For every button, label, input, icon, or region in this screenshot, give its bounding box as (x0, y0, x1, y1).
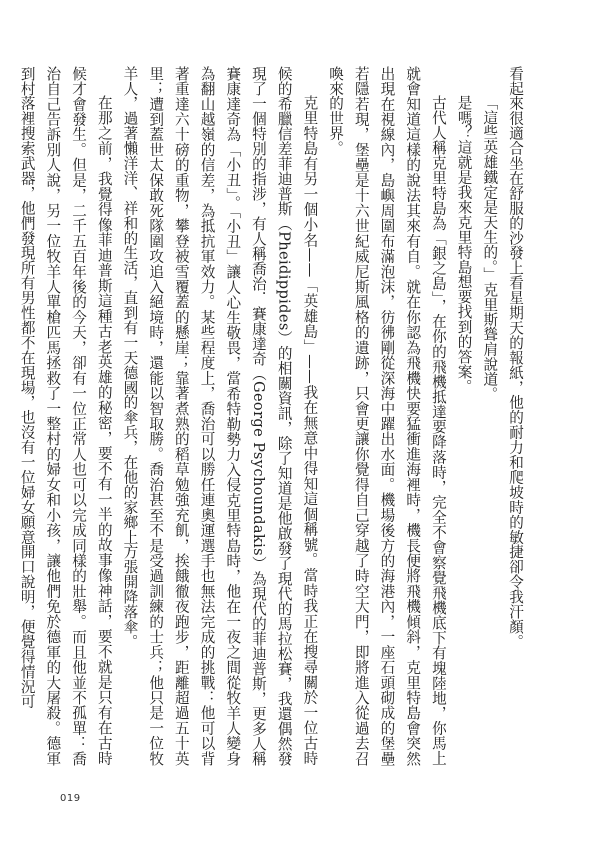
paragraph-4: 古代人稱克里特島為「銀之島」，在你的飛機抵達要降落時，完全不會察覺飛機底下有塊陸地，你馬上就會知道這樣的說法其來有自。就在你認為飛機快要猛衝進海裡時，機長便將飛機傾斜，克里特島會突然出現在視線內，島嶼周圍布滿泡沫，彷彿剛從深海中躍出水面。機場後方的海港內，一座石頭砌成的堡壘若隱若現，堡壘是十六世紀威尼斯風格的遺跡，只會更讓你覺得自己穿越了時空大門，即將進入從過去召喚來的世界。 (327, 66, 447, 766)
page-number: 019 (60, 793, 81, 804)
paragraph-6: 在那之前，我覺得像菲迪普斯這種古老英雄的秘密，要不有一半的故事像神話，要不就是只有在古時候才會發生。但是，二千五百年後的今天，卻有一位正常人也可以完成同樣的壯舉。而且他並不孤單：喬治自己告訴別人說，另一位牧羊人單槍匹馬拯救了一整村的婦女和小孩，讓他們免於德軍的大屠殺。德軍到村落裡搜索武器，他們發現所有男性都不在現場，也沒有一位婦女願意開口說明，便覺得情況可 (18, 66, 113, 766)
paragraph-3: 是嗎？這就是我來克里特島想要找到的答案。 (455, 95, 473, 395)
vertical-text-body (18, 66, 528, 766)
paragraph-2: 「這些英雄鐵定是天生的。」克里斯聳肩說道。 (481, 95, 499, 402)
paragraph-1: 看起來很適合坐在舒服的沙發上看星期天的報紙，他的耐力和爬坡時的敏捷卻令我汗顏。 (507, 66, 524, 650)
paragraph-5: 克里特島有另一個小名——「英雄島」——我在無意中得知這個稱號。當時我正在搜尋關於一位古時候的希臘信差菲迪普斯（Pheidippides）的相關資訊，除了知道是他啟發了現代的馬拉松賽，我還偶然發現了一個特別的指涉，有人稱喬治．賽康達奇（George Psychoundakis）為現代的菲迪普斯，更多人稱賽康達奇為「小丑」。「小丑」讓人心生敬畏，當希特勒勢力入侵克里特島時，他在一夜之間從牧羊人變身為翻山越嶺的信差，為抵抗軍效力。某些程度上，喬治可以勝任連奧運選手也無法完成的挑戰：他可以背著重達六十磅的重物，攀登被雪覆蓋的懸崖；靠著煮熟的稻草勉強充飢，挨餓徹夜跑步，距離超過五十英里；遭到蓋世太保敢死隊圍攻追入絕境時，還能以智取勝。喬治甚至不是受過訓練的士兵；他只是一位牧羊人，過著懶洋洋、祥和的生活，直到有一天德國的傘兵，在他的家鄉上方張開降落傘。 (121, 66, 319, 766)
